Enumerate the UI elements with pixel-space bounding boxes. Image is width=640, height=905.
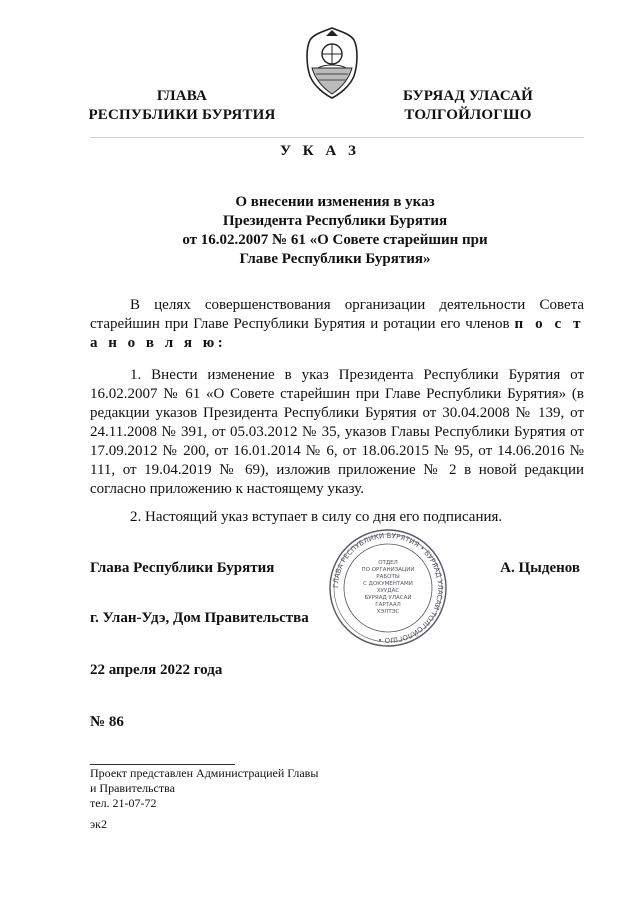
document-title [140, 193, 530, 269]
header-divider [90, 137, 584, 138]
intro-paragraph [90, 296, 584, 353]
item-1-paragraph [90, 366, 584, 499]
decree-colon: : [217, 335, 223, 351]
seal-line3: РАБОТЫ [376, 574, 400, 580]
header-right [383, 87, 553, 125]
signatory-title: Глава Республики Бурятия [90, 560, 275, 576]
seal-line8: ХЭЛТЭС [376, 609, 400, 615]
header-right-line2: ТОЛГОЙЛОГШО [404, 107, 532, 123]
footnote-line3: тел. 21-07-72 [90, 796, 157, 810]
title-line1: О внесении изменения в указ [235, 194, 435, 210]
footnote-line1: Проект представлен Администрацией Главы [90, 766, 319, 780]
title-line2: Президента Республики Бурятия [222, 213, 448, 229]
intro-text: В целях совершенствования организации деятельности Совета старейшин при Главе Республики Бурятия и ротации его членов [90, 297, 584, 332]
document-code: эк2 [90, 817, 107, 831]
seal-line2: ПО ОРГАНИЗАЦИИ [361, 567, 415, 573]
document-type: У К А З [280, 143, 360, 159]
seal-ring-text: ГЛАВА РЕСПУБЛИКИ БУРЯТИЯ • БУРЯАД УЛАСАЙ ТОЛГОЙЛОГШО • [331, 531, 445, 645]
item-2-text: 2. Настоящий указ вступает в силу со дня его подписания. [130, 509, 503, 525]
signatory-name: А. Цыденов [500, 560, 580, 576]
header-right-line1: БУРЯАД УЛАСАЙ [402, 88, 534, 104]
title-line4: Главе Республики Бурятия» [239, 251, 431, 267]
header-left-line1: ГЛАВА [156, 88, 208, 104]
title-line3: от 16.02.2007 № 61 «О Совете старейшин при [182, 232, 488, 248]
footnote-line2: и Правительства [90, 781, 175, 795]
seal-line1: ОТДЕЛ [378, 560, 398, 566]
document-number: № 86 [90, 714, 124, 730]
signing-date: 22 апреля 2022 года [90, 662, 223, 678]
header-left-line2: РЕСПУБЛИКИ БУРЯТИЯ [88, 107, 276, 123]
item-2-paragraph [90, 508, 584, 527]
signing-place: г. Улан-Удэ, Дом Правительства [90, 610, 309, 626]
coat-of-arms-emblem [300, 24, 364, 100]
footnote-divider [90, 764, 235, 765]
seal-line4: С ДОКУМЕНТАМИ [363, 581, 413, 587]
decree-word: п о с т а н о в л я ю [90, 316, 585, 351]
official-seal [318, 528, 458, 648]
seal-line7: ГАРТААЛ [375, 602, 401, 608]
header-left [82, 87, 282, 125]
item-1-text: 1. Внести изменение в указ Президента Республики Бурятия от 16.02.2007 № 61 «О Совете старейшин при Главе Республики Бурятия» (в редакции указов Президента Республики Бурятия от 30.04.2008 № 139, от 24.11.2008 № 391, от 05.03.2012 № 35, указов Главы Республики Бурятия от 17.09.2012 № 200, от 16.01.2014 № 6, от 18.06.2015 № 95, от 14.06.2016 № 111, от 19.04.2019 № 69), изложив приложение № 2 в новой редакции согласно приложению к настоящему указу. [90, 367, 584, 497]
seal-line6: БУРЯАД УЛАСАЙ [364, 595, 412, 601]
seal-line5: ХУУДАС [376, 588, 400, 594]
